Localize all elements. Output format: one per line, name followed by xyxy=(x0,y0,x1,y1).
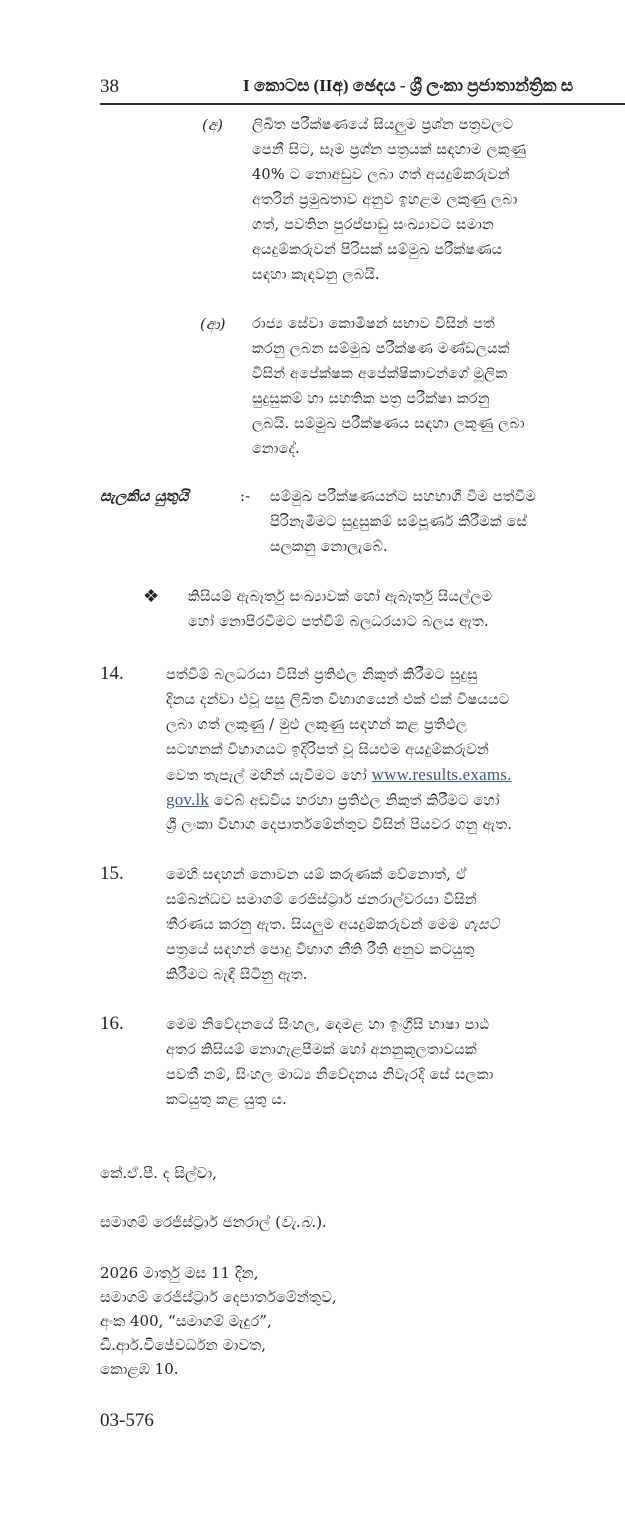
text-line: රාජ්‍ය සේවා කොමිෂන් සභාව විසින් පත් xyxy=(252,316,495,332)
text-line: සලකනු නොලැබේ. xyxy=(270,539,388,555)
note-separator: :- xyxy=(240,487,251,505)
text-line: මෙහි සඳහන් නොවන යම් කරුණක් වේනොත්, ඒ xyxy=(166,867,467,883)
text-line: කරනු ලබන සම්මුඛ පරීක්ෂණ මණ්ඩලයක් xyxy=(252,341,510,357)
results-website-link[interactable]: www.results.exams. xyxy=(371,765,512,784)
text-line: පත්වීම් බලධරයා විසින් ප්‍රතිඵල නිකුත් කිරීමට සුදුසු xyxy=(166,667,478,683)
clause-number: 16. xyxy=(100,1013,124,1034)
text-line: මෙම නිවේදනයේ සිංහල, දෙමළ හා ඉංග්‍රීසි භාෂා පාඨ xyxy=(166,1017,490,1033)
signatory-title xyxy=(100,1213,327,1231)
text-line xyxy=(166,914,499,936)
sub-clause-a-label: (අ) xyxy=(202,116,223,134)
results-website-link-continued[interactable]: gov.lk xyxy=(166,790,210,809)
text-line: ලබයි. සම්මුඛ පරීක්ෂණය සඳහා ලකුණු ලබා xyxy=(252,416,525,432)
address-line: ඩී.ආර්.විජේවර්ධන මාවත, xyxy=(100,1336,267,1354)
text-span: ). xyxy=(316,1213,327,1231)
gazette-italic: ගැසට් xyxy=(463,917,500,933)
text-line: පෙනී සිට, සෑම ප්‍රශ්න පත්‍රයක් සඳහාම ලකුණු xyxy=(252,142,527,158)
text-line: දිනය දන්වා එවූ පසු ලිඛිත විභාගයෙන් එක් එක් විෂයයට xyxy=(166,692,510,708)
text-line: සුදුසුකම් හා සහතික පත්‍ර පරීක්ෂා කරනු xyxy=(252,391,490,407)
acting-abbrev: වැ.බ. xyxy=(280,1213,317,1231)
text-line: නොදේ. xyxy=(252,441,300,457)
address-line: සමාගම් රෙජිස්ට්‍රාර් දෙපාර්තමේන්තුව, xyxy=(100,1288,337,1306)
text-span: සමාගම් රෙජිස්ට්‍රාර් ජනරාල් ( xyxy=(100,1213,281,1231)
text-line: කිරීමට බැඳී සිටිනු ඇත. xyxy=(166,967,308,983)
text-line: සඳහා කැඳවනු ලබයි. xyxy=(252,267,380,283)
text-line: කටයුතු කළ යුතු ය. xyxy=(166,1092,287,1108)
diamond-bullet-icon: ❖ xyxy=(143,586,160,607)
text-line: විසින් අපේක්ෂක අපේක්ෂිකාවන්ගේ මූලික xyxy=(252,366,508,382)
text-span: වෙත තැපැල් මඟින් යැවීමට හෝ xyxy=(166,768,372,784)
text-span: තීරණය කරනු ඇත. සියලුම අයදුම්කරුවන් මෙම xyxy=(166,917,464,933)
text-line: හෝ නොපිරවීමට පත්වීම් බලධරයාට බලය ඇත. xyxy=(188,614,489,630)
text-line: පිරිනැමීමට සුදුසුකම් සම්පූර්ණ කිරීමක් සේ xyxy=(270,514,528,530)
issue-date: 2026 මාර්තු මස 11 දින, xyxy=(100,1264,259,1282)
text-line: ලිඛිත පරීක්ෂණයේ සියලුම ප්‍රශ්න පත්‍රවලට xyxy=(252,117,514,133)
clause-number: 15. xyxy=(100,863,124,884)
text-line: පත්‍රයේ සඳහන් පොදු විභාග නීති රීති අනුව කටයුතු xyxy=(166,942,475,958)
address-line: අංක 400, “සමාගම් මැදුර”, xyxy=(100,1312,272,1330)
text-line: සම්බන්ධව සමාගම් රෙජිස්ට්‍රාර් ජනරාල්වරයා විසින් xyxy=(166,892,477,908)
clause-number: 14. xyxy=(100,663,124,684)
text-line: අතරින් ප්‍රමුඛතාව අනුව ඉහළම ලකුණු ලබා xyxy=(252,192,518,208)
text-line: සම්මුඛ පරීක්ෂණයන්ට සහභාගී වීම පත්වීම xyxy=(270,489,537,505)
header-divider xyxy=(100,103,625,105)
address-line: කොළඹ 10. xyxy=(100,1360,179,1378)
signatory-name: කේ.ඒ.පී. ද සිල්වා, xyxy=(100,1164,217,1182)
text-line: සටහනක් විභාගයට ඉදිරිපත් වූ සියළුම අයදුම්කරුවන් xyxy=(166,742,489,758)
sub-clause-aa-label: (ආ) xyxy=(200,315,226,333)
text-line: කිසියම් ඇබෑර්තු සංඛ්‍යාවක් හෝ ඇබෑර්තු සියල්ලම xyxy=(188,589,493,605)
text-line: අයදුම්කරුවන් පිරිසක් සම්මුඛ පරීක්ෂණය xyxy=(252,242,503,258)
text-span: වෙබ් අඩවිය හරහා ප්‍රතිඵල නිකුත් කිරීමට හෝ xyxy=(209,793,500,809)
text-line: ශ්‍රී ලංකා විභාග දෙපාර්තමේන්තුව විසින් පියවර ගනු ඇත. xyxy=(166,817,513,833)
text-line xyxy=(166,789,500,812)
page-header-title: I කොටස (IIඅ) ඡෙදය - ශ්‍රී ලංකා ප්‍රජාතාන්ත්‍රික ස xyxy=(243,76,574,95)
text-line: 40% ට නොඅඩුව ලබා ගත් අයදුම්කරුවන් xyxy=(252,167,510,183)
text-line: ලබා ගත් ලකුණු / මුළු ලකුණු සඳහන් කළ ප්‍රතිඵල xyxy=(166,717,468,733)
reference-code: 03-576 xyxy=(100,1410,154,1431)
text-line: ගත්, පවතින පුරප්පාඩු සංඛ්‍යාවට සමාන xyxy=(252,217,494,233)
page-number: 38 xyxy=(100,76,119,97)
text-line xyxy=(166,764,512,787)
note-label: සැලකිය යුතුයි xyxy=(100,487,189,505)
text-line: අතර කිසියම් නොගැළපීමක් හෝ අනනුකූලතාවයක් xyxy=(166,1042,477,1058)
text-line: පවතී නම්, සිංහල මාධ්‍ය නිවේදනය නිවැරදි සේ සලකා xyxy=(166,1067,494,1083)
